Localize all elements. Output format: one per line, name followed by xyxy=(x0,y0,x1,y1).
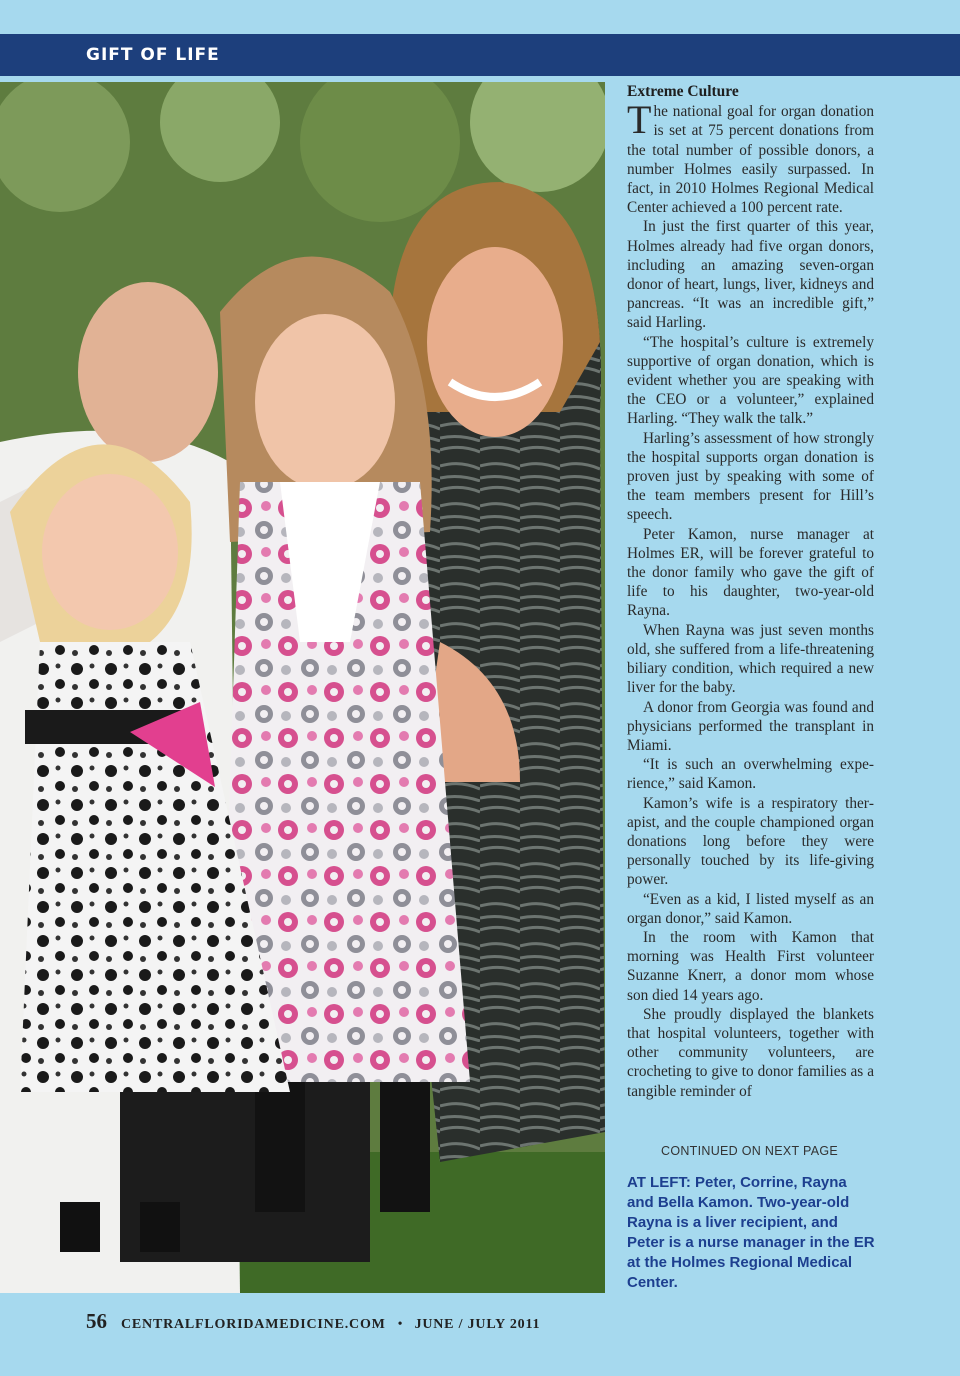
article-paragraph: “The hospital’s culture is extremely supportive of organ donation, which is evident whether you are speaking with the CEO or a volunteer,” explained Harling. “They walk the talk.” xyxy=(627,333,874,428)
article-paragraph: Peter Kamon, nurse manager at Holmes ER, will be forever grateful to the donor family who gave the gift of life to his daughter, two-year-old Rayna. xyxy=(627,525,874,620)
article-paragraph: “Even as a kid, I listed myself as an organ donor,” said Kamon. xyxy=(627,890,874,927)
family-photo xyxy=(0,82,605,1293)
photo-caption: AT LEFT: Peter, Corrine, Rayna and Bella Kamon. Two-year-old Rayna is a liver recipient, and Peter is a nurse manager in the ER at the Holmes Regional Medical Center. xyxy=(627,1174,875,1291)
article-subhead: Extreme Culture xyxy=(627,83,739,100)
page-number: 56 xyxy=(86,1309,107,1333)
article-paragraph: When Rayna was just seven months old, she suffered from a life-threatening biliary condition, which required a new liver for the baby. xyxy=(627,621,874,697)
article-paragraph xyxy=(627,97,874,217)
article-paragraph-text: he national goal for organ donation is set at 75 percent donations from the total number of possible donors, a number Holmes easily surpassed. In fact, in 2010 Holmes Regional Medical Center achieved a 100 percent rate. xyxy=(627,103,874,217)
article-paragraph: She proudly displayed the blankets that hospital volunteers, together with other community volunteers, are crocheting to give to donor families as a tangible reminder of xyxy=(627,1005,874,1100)
continued-next-page: CONTINUED ON NEXT PAGE xyxy=(661,1144,838,1158)
article-paragraph: A donor from Georgia was found and physicians performed the transplant in Miami. xyxy=(627,698,874,754)
article-paragraph: Harling’s assessment of how strongly the hospital supports organ donation is proven just by speaking with some of the team members present for Hill’s speech. xyxy=(627,429,874,524)
page-footer xyxy=(86,1309,540,1334)
article-paragraph: Kamon’s wife is a respiratory therapist, and the couple championed organ donations long before they were personally touched by its life-giving power. xyxy=(627,794,874,889)
drop-cap: T xyxy=(627,97,652,143)
publication-site: CENTRALFLORIDAMEDICINE.COM xyxy=(121,1317,386,1332)
issue-date: JUNE / JULY 2011 xyxy=(414,1317,541,1332)
article-paragraph: In the room with Kamon that morning was Health First volunteer Suzanne Knerr, a donor mom whose son died 14 years ago. xyxy=(627,928,874,1004)
section-label: GIFT OF LIFE xyxy=(86,45,220,65)
article-column xyxy=(627,82,874,1101)
footer-bullet: • xyxy=(397,1317,403,1332)
article-paragraph: In just the first quarter of this year, Holmes already had five organ donors, including an amazing seven-organ donor of heart, lungs, liver, kidneys and pancreas. “It was an incredible gift,” said Harling. xyxy=(627,218,874,332)
article-paragraph: “It is such an overwhelming experience,” said Kamon. xyxy=(627,756,874,793)
